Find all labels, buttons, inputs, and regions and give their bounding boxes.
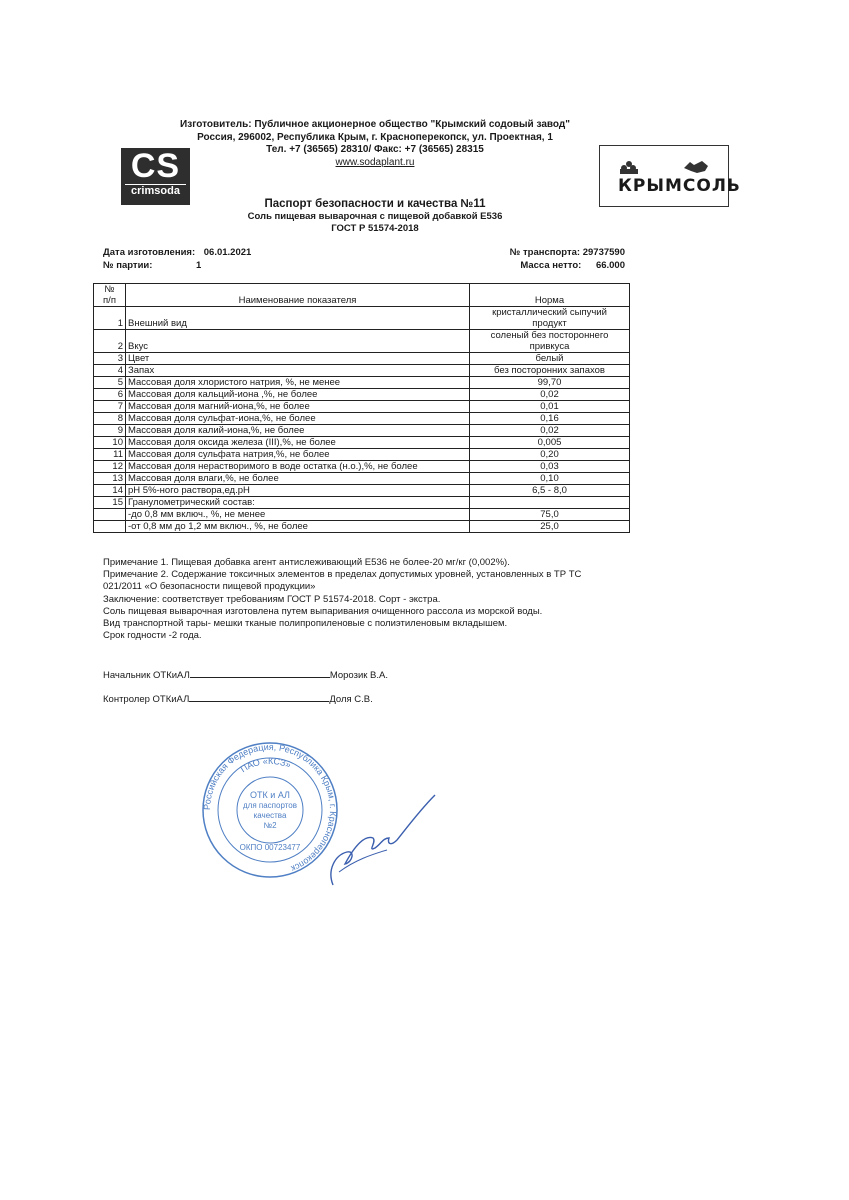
row-number: 7 bbox=[94, 401, 126, 413]
stamp-center-2: для паспортов bbox=[243, 801, 297, 810]
row-number: 5 bbox=[94, 377, 126, 389]
manufacturer-phone: Тел. +7 (36565) 28310/ Факс: +7 (36565) 28315 bbox=[266, 144, 484, 155]
stamp-ring-text: Российская Федерация, Республика Крым, г. Красноперекопск bbox=[201, 741, 339, 874]
production-method: Соль пищевая выварочная изготовлена путем выпаривания очищенного рассола из морской воды. bbox=[103, 605, 543, 617]
signature-controller bbox=[103, 692, 373, 705]
batch-number bbox=[103, 260, 152, 273]
row-name: -до 0,8 мм включ., %, не менее bbox=[126, 509, 470, 521]
row-name: Массовая доля сульфата натрия,%, не более bbox=[126, 449, 470, 461]
row-name: pH 5%-ного раствора,ед.pH bbox=[126, 485, 470, 497]
note-2-line-1: Примечание 2. Содержание токсичных элементов в пределах допустимых уровней, установленных в ТР ТС bbox=[103, 569, 582, 581]
row-number: 6 bbox=[94, 389, 126, 401]
row-norm-l1: кристаллический сыпучий bbox=[492, 307, 607, 318]
col-header-number-l1: № bbox=[104, 284, 115, 295]
row-name: Массовая доля нерастворимого в воде остатка (н.о.),%, не более bbox=[126, 461, 470, 473]
table-header-row bbox=[94, 284, 630, 307]
row-name: Гранулометрический состав: bbox=[126, 497, 470, 509]
table-row bbox=[94, 461, 630, 473]
transport-value: 29737590 bbox=[582, 247, 625, 258]
table-row bbox=[94, 437, 630, 449]
row-number: 4 bbox=[94, 365, 126, 377]
row-name: Массовая доля оксида железа (III),%, не более bbox=[126, 437, 470, 449]
row-norm: без посторонних запахов bbox=[470, 365, 630, 377]
head-name: Морозик В.А. bbox=[329, 670, 389, 681]
table-row bbox=[94, 449, 630, 461]
row-name: Цвет bbox=[126, 353, 470, 365]
signature-line bbox=[190, 668, 330, 678]
row-norm-l1: соленый без постороннего bbox=[490, 330, 609, 341]
manufacturer-header bbox=[150, 119, 600, 169]
manufacturer-name: Изготовитель: Публичное акционерное общество "Крымский содовый завод" bbox=[180, 119, 570, 130]
row-number: 1 bbox=[94, 307, 126, 330]
table-row bbox=[94, 425, 630, 437]
head-label: Начальник ОТКиАЛ bbox=[103, 670, 190, 681]
signature-line bbox=[189, 692, 329, 702]
row-name: -от 0,8 мм до 1,2 мм включ., %, не более bbox=[126, 521, 470, 533]
row-name: Запах bbox=[126, 365, 470, 377]
row-norm bbox=[470, 307, 630, 330]
col-header-norm: Норма bbox=[470, 284, 630, 307]
row-norm: 6,5 - 8,0 bbox=[470, 485, 630, 497]
table-row bbox=[94, 509, 630, 521]
krymsol-logo bbox=[599, 145, 741, 207]
col-header-number-l2: п/п bbox=[103, 295, 116, 306]
stamp-inner-text: ПАО «КСЗ» bbox=[238, 755, 293, 775]
row-name: Массовая доля магний-иона,%, не более bbox=[126, 401, 470, 413]
row-name: Внешний вид bbox=[126, 307, 470, 330]
logo-cs-letters: CS bbox=[130, 147, 181, 185]
row-norm: 0,01 bbox=[470, 401, 630, 413]
website-link[interactable]: www.sodaplant.ru bbox=[335, 156, 415, 168]
row-number: 13 bbox=[94, 473, 126, 485]
row-norm: 99,70 bbox=[470, 377, 630, 389]
batch-value: 1 bbox=[196, 260, 202, 271]
table-row bbox=[94, 353, 630, 365]
row-norm: 0,20 bbox=[470, 449, 630, 461]
table-row bbox=[94, 473, 630, 485]
manufacturer-address: Россия, 296002, Республика Крым, г. Красноперекопск, ул. Проектная, 1 bbox=[197, 131, 553, 143]
row-norm: 0,16 bbox=[470, 413, 630, 425]
manufacture-date bbox=[103, 247, 251, 260]
document-title bbox=[150, 197, 600, 235]
row-norm: 0,02 bbox=[470, 425, 630, 437]
stamp-okpo: ОКПО 00723477 bbox=[239, 843, 301, 852]
row-name: Массовая доля калий-иона,%, не более bbox=[126, 425, 470, 437]
passport-title: Паспорт безопасности и качества №11 bbox=[264, 198, 486, 210]
row-number bbox=[94, 521, 126, 533]
row-norm bbox=[470, 330, 630, 353]
date-label: Дата изготовления: bbox=[103, 247, 196, 258]
svg-text:ПАО «КСЗ» bbox=[239, 756, 293, 774]
row-number: 10 bbox=[94, 437, 126, 449]
note-1: Примечание 1. Пищевая добавка агент антислеживающий Е536 не более-20 мг/кг (0,002%). bbox=[103, 557, 510, 568]
row-norm-l2: привкуса bbox=[529, 341, 570, 352]
row-name: Массовая доля хлористого натрия, %, не менее bbox=[126, 377, 470, 389]
table-row bbox=[94, 307, 630, 330]
table-row bbox=[94, 365, 630, 377]
date-value: 06.01.2021 bbox=[203, 247, 252, 258]
packaging-info: Вид транспортной тары- мешки тканые полипропиленовые с полиэтиленовым вкладышем. bbox=[103, 618, 508, 630]
row-number: 2 bbox=[94, 330, 126, 353]
row-number: 3 bbox=[94, 353, 126, 365]
table-row bbox=[94, 389, 630, 401]
table-row bbox=[94, 497, 630, 509]
logo-crimsoda-text: crimsoda bbox=[125, 184, 186, 197]
stamp-center-1: ОТК и АЛ bbox=[250, 790, 290, 800]
row-number: 9 bbox=[94, 425, 126, 437]
row-number: 14 bbox=[94, 485, 126, 497]
row-norm: 75,0 bbox=[470, 509, 630, 521]
product-name: Соль пищевая выварочная с пищевой добавкой Е536 bbox=[247, 211, 503, 222]
transport-label: № транспорта: bbox=[509, 247, 581, 258]
stamp-center-4: №2 bbox=[263, 821, 277, 830]
row-number: 15 bbox=[94, 497, 126, 509]
controller-label: Контролер ОТКиАЛ bbox=[103, 694, 190, 705]
row-norm: 0,03 bbox=[470, 461, 630, 473]
row-name: Массовая доля влаги,%, не более bbox=[126, 473, 470, 485]
table-row bbox=[94, 401, 630, 413]
controller-name: Доля С.В. bbox=[329, 694, 373, 705]
notes-section bbox=[103, 557, 623, 642]
table-row bbox=[94, 413, 630, 425]
row-norm: белый bbox=[470, 353, 630, 365]
row-norm: 0,02 bbox=[470, 389, 630, 401]
table-row bbox=[94, 521, 630, 533]
product-standard: ГОСТ Р 51574-2018 bbox=[331, 223, 419, 234]
stamp-center-3: качества bbox=[253, 811, 287, 820]
row-name: Вкус bbox=[126, 330, 470, 353]
col-header-name: Наименование показателя bbox=[126, 284, 470, 307]
row-norm-l2: продукт bbox=[532, 318, 567, 329]
signature-head bbox=[103, 668, 388, 681]
row-number: 12 bbox=[94, 461, 126, 473]
row-norm: 25,0 bbox=[470, 521, 630, 533]
handwritten-signature-icon bbox=[325, 790, 440, 890]
row-norm: 0,10 bbox=[470, 473, 630, 485]
row-norm: 0,005 bbox=[470, 437, 630, 449]
row-number: 8 bbox=[94, 413, 126, 425]
row-number bbox=[94, 509, 126, 521]
quality-indicators-table bbox=[93, 283, 630, 533]
transport-number bbox=[500, 247, 625, 260]
shelf-life: Срок годности -2 года. bbox=[103, 630, 202, 642]
net-mass bbox=[500, 260, 625, 273]
row-name: Массовая доля кальций-иона ,%, не более bbox=[126, 389, 470, 401]
row-norm bbox=[470, 497, 630, 509]
col-header-number bbox=[94, 284, 126, 307]
mass-value: 66.000 bbox=[595, 260, 625, 271]
conclusion: Заключение: соответствует требованиям ГОСТ Р 51574-2018. Сорт - экстра. bbox=[103, 593, 441, 605]
table-row bbox=[94, 377, 630, 389]
row-name: Массовая доля сульфат-иона,%, не более bbox=[126, 413, 470, 425]
batch-label: № партии: bbox=[103, 260, 153, 271]
mass-label: Масса нетто: bbox=[520, 260, 582, 271]
row-number: 11 bbox=[94, 449, 126, 461]
krymsol-wordmark: КРЫМСОЛЬ bbox=[618, 176, 741, 196]
table-row bbox=[94, 485, 630, 497]
official-stamp bbox=[200, 740, 340, 880]
table-row bbox=[94, 330, 630, 353]
note-2-line-2: 021/2011 «О безопасности пищевой продукции» bbox=[103, 581, 316, 593]
